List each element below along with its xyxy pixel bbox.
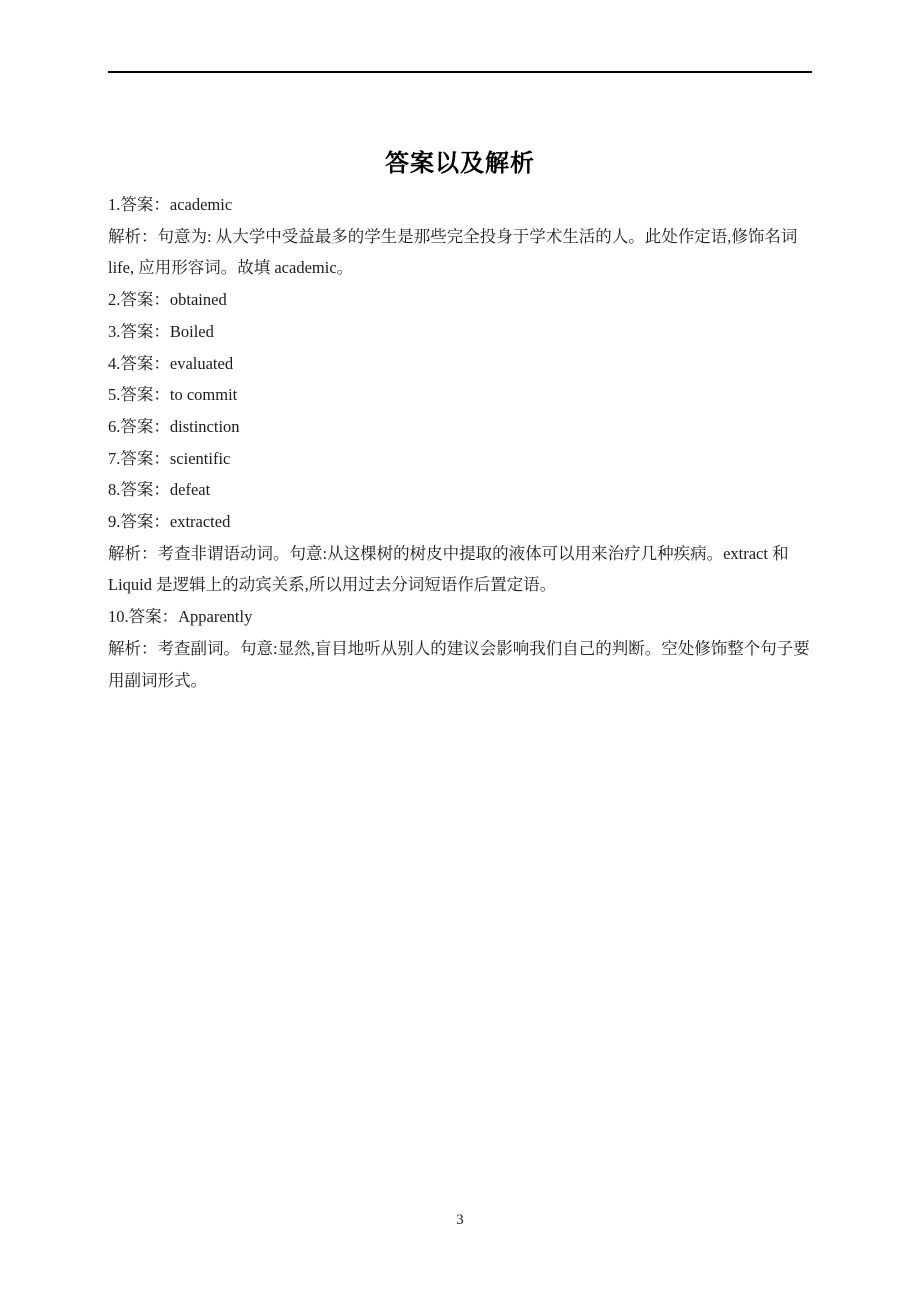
answers-content <box>108 189 818 696</box>
answer-1: 1.答案：academic <box>108 195 233 214</box>
answer-6: 6.答案：distinction <box>108 416 240 436</box>
analysis-9-line-2: Liquid 是逻辑上的动宾关系,所以用过去分词短语作后置定语。 <box>108 575 557 595</box>
answer-9: 9.答案：extracted <box>108 512 231 532</box>
answer-8: 8.答案：defeat <box>108 480 211 500</box>
analysis-10-line-2: 用副词形式。 <box>108 670 207 690</box>
analysis-10-line-1: 解析：考查副词。句意:显然,盲目地听从别人的建议会影响我们自己的判断。空处修饰整个句子要 <box>108 638 810 658</box>
header-rule <box>108 71 812 73</box>
answer-4: 4.答案：evaluated <box>108 353 234 373</box>
answer-10: 10.答案：Apparently <box>108 607 253 627</box>
answer-2: 2.答案：obtained <box>108 290 227 310</box>
analysis-1-line-2: life, 应用形容词。故填 academic。 <box>108 258 354 278</box>
document-title: 答案以及解析 <box>385 151 535 177</box>
analysis-1-line-1: 解析：句意为: 从大学中受益最多的学生是那些完全投身于学术生活的人。此处作定语,修饰名词 <box>108 226 798 246</box>
answer-3: 3.答案：Boiled <box>108 321 214 341</box>
page-number: 3 <box>456 1212 464 1228</box>
analysis-9-line-1: 解析：考查非谓语动词。句意:从这棵树的树皮中提取的液体可以用来治疗几种疾病。extract 和 <box>108 543 789 563</box>
answer-5: 5.答案：to commit <box>108 385 238 405</box>
answer-7: 7.答案：scientific <box>108 448 231 468</box>
